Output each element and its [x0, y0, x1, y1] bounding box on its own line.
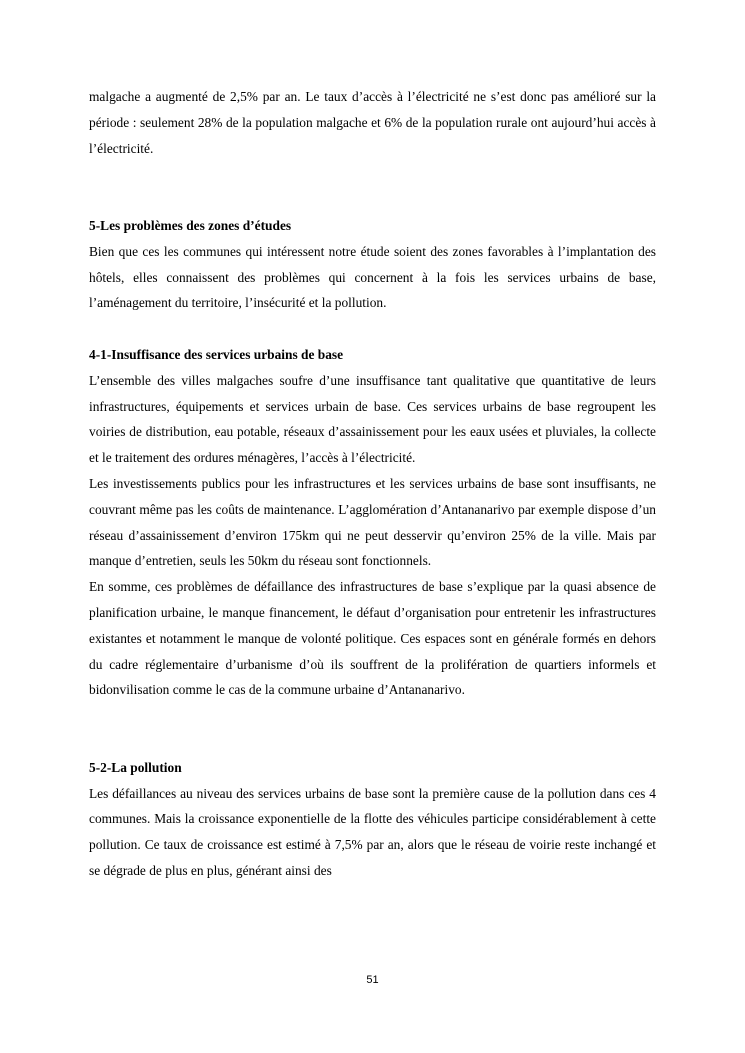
spacer [89, 161, 656, 213]
section-5-2-paragraph: Les défaillances au niveau des services urbains de base sont la première cause de la pollution dans ces 4 communes. Mais la croissance exponentielle de la flotte des véhicules participe considérablement à cette pollution. Ce taux de croissance est estimé à 7,5% par an, alors que le réseau de voirie reste inchangé et se dégrade de plus en plus, générant ainsi des [89, 785, 656, 878]
section-4-1-paragraph-2: Les investissements publics pour les infrastructures et les services urbains de base sont insuffisants, ne couvrant même pas les coûts de maintenance. L’agglomération d’Antananarivo par exemple dispose d’un réseau d’assainissement d’environ 175km qui ne peut desservir qu’environ 25% de la ville. Mais par manque d’entretien, seuls les 50km du réseau sont fonctionnels. [89, 475, 656, 569]
page-number: 51 [366, 974, 379, 986]
spacer [89, 316, 656, 342]
section-heading-5: 5-Les problèmes des zones d’études [89, 217, 292, 233]
section-5-paragraph: Bien que ces les communes qui intéressent notre étude soient des zones favorables à l’implantation des hôtels, elles connaissent des problèmes qui concernent à la fois les services urbains de base, l’aménagement du territoire, l’insécurité et la pollution. [89, 243, 656, 311]
document-page [89, 84, 656, 884]
spacer [89, 703, 656, 755]
section-heading-4-1: 4-1-Insuffisance des services urbains de base [89, 346, 344, 362]
intro-paragraph: malgache a augmenté de 2,5% par an. Le taux d’accès à l’électricité ne s’est donc pas amélioré sur la période : seulement 28% de la population malgache et 6% de la population rurale ont aujourd’hui accès à l’électricité. [89, 89, 656, 156]
section-heading-5-2: 5-2-La pollution [89, 759, 182, 775]
section-4-1-paragraph-3: En somme, ces problèmes de défaillance des infrastructures de base s’explique par la quasi absence de planification urbaine, le manque financement, le défaut d’organisation pour entretenir les infrastructures existantes et notamment le manque de volonté politique. Ces espaces sont en générale formés en dehors du cadre réglementaire d’urbanisme d’où ils souffrent de la prolifération de quartiers informels et bidonvilisation comme le cas de la commune urbaine d’Antananarivo. [89, 579, 656, 698]
section-4-1-paragraph-1: L’ensemble des villes malgaches soufre d’une insuffisance tant qualitative que quantitative de leurs infrastructures, équipements et services urbain de base. Ces services urbains de base regroupent les voiries de distribution, eau potable, réseaux d’assainissement pour les eaux usées et pluviales, la collecte et le traitement des ordures ménagères, l’accès à l’électricité. [89, 372, 656, 466]
